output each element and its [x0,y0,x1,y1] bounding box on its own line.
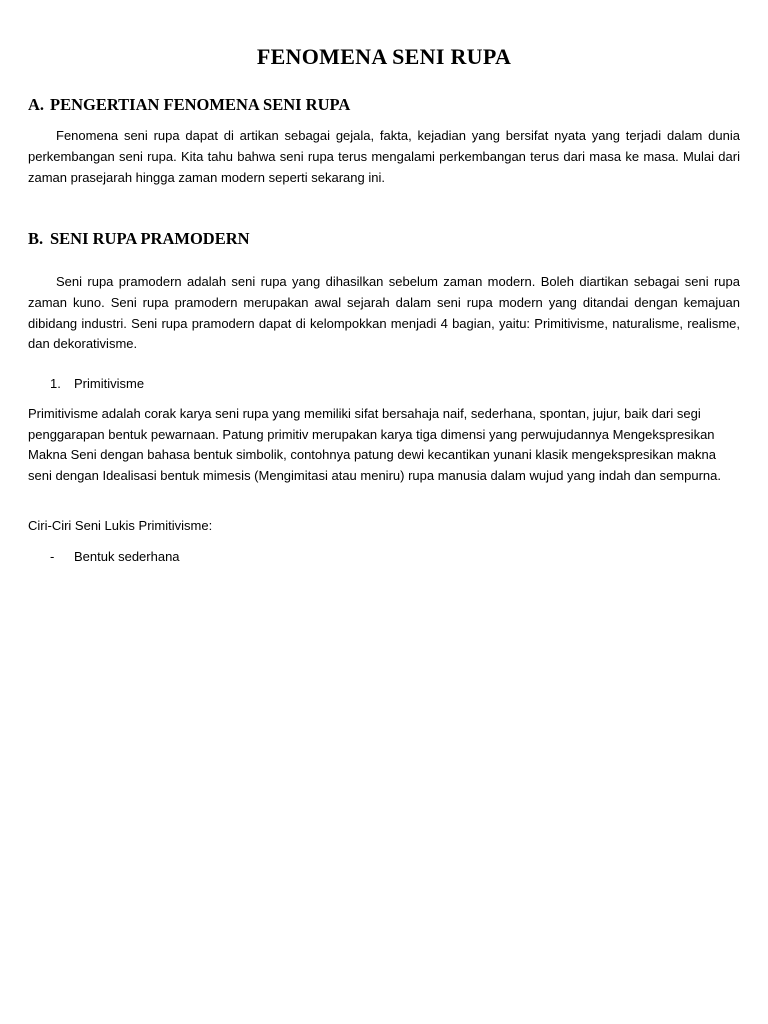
section-a-heading-text: PENGERTIAN FENOMENA SENI RUPA [50,95,351,114]
bullet-item [50,549,180,564]
list-item-number: 1. [50,376,61,391]
section-a-paragraph: Fenomena seni rupa dapat di artikan sebagai gejala, fakta, kejadian yang bersifat nyata yang terjadi dalam dunia perkembangan seni rupa. Kita tahu bahwa seni rupa terus mengalami perkembangan terus dari masa ke masa. Mulai dari zaman prasejarah hingga zaman modern seperti sekarang ini. [28,128,740,185]
section-b-heading [28,229,250,249]
section-a-heading [28,95,350,115]
list-item [50,376,144,391]
bullet-item-text: Bentuk sederhana [74,549,180,564]
ciri-ciri-label: Ciri-Ciri Seni Lukis Primitivisme: [28,518,213,533]
page-title: FENOMENA SENI RUPA [256,44,512,69]
section-b-heading-text: SENI RUPA PRAMODERN [50,229,250,248]
primitivisme-paragraph: Primitivisme adalah corak karya seni rupa yang memiliki sifat bersahaja naif, sederhana, spontan, jujur, baik dari segi penggarapan bentuk pewarnaan. Patung primitiv merupakan karya tiga dimensi yang perwujudannya Mengekspresikan Makna Seni dengan bahasa bentuk simbolik, contohnya patung dewi kecantikan yunani klasik mengekspresikan makna seni dengan Idealisasi bentuk mimesis (Mengimitasi atau meniru) rupa manusia dalam wujud yang indah dan sempurna. [28,406,721,483]
bullet-dash: - [50,549,55,564]
section-b-paragraph: Seni rupa pramodern adalah seni rupa yang dihasilkan sebelum zaman modern. Boleh diartikan sebagai seni rupa zaman kuno. Seni rupa pramodern merupakan awal sejarah dalam seni rupa modern yang ditandai dengan kemajuan dibidang industri. Seni rupa pramodern dapat di kelompokkan menjadi 4 bagian, yaitu: Primitivisme, naturalisme, realisme, dan dekorativisme. [28,274,740,352]
list-item-label: Primitivisme [74,376,145,391]
section-b-letter: B. [28,229,44,248]
section-a-letter: A. [28,95,45,114]
